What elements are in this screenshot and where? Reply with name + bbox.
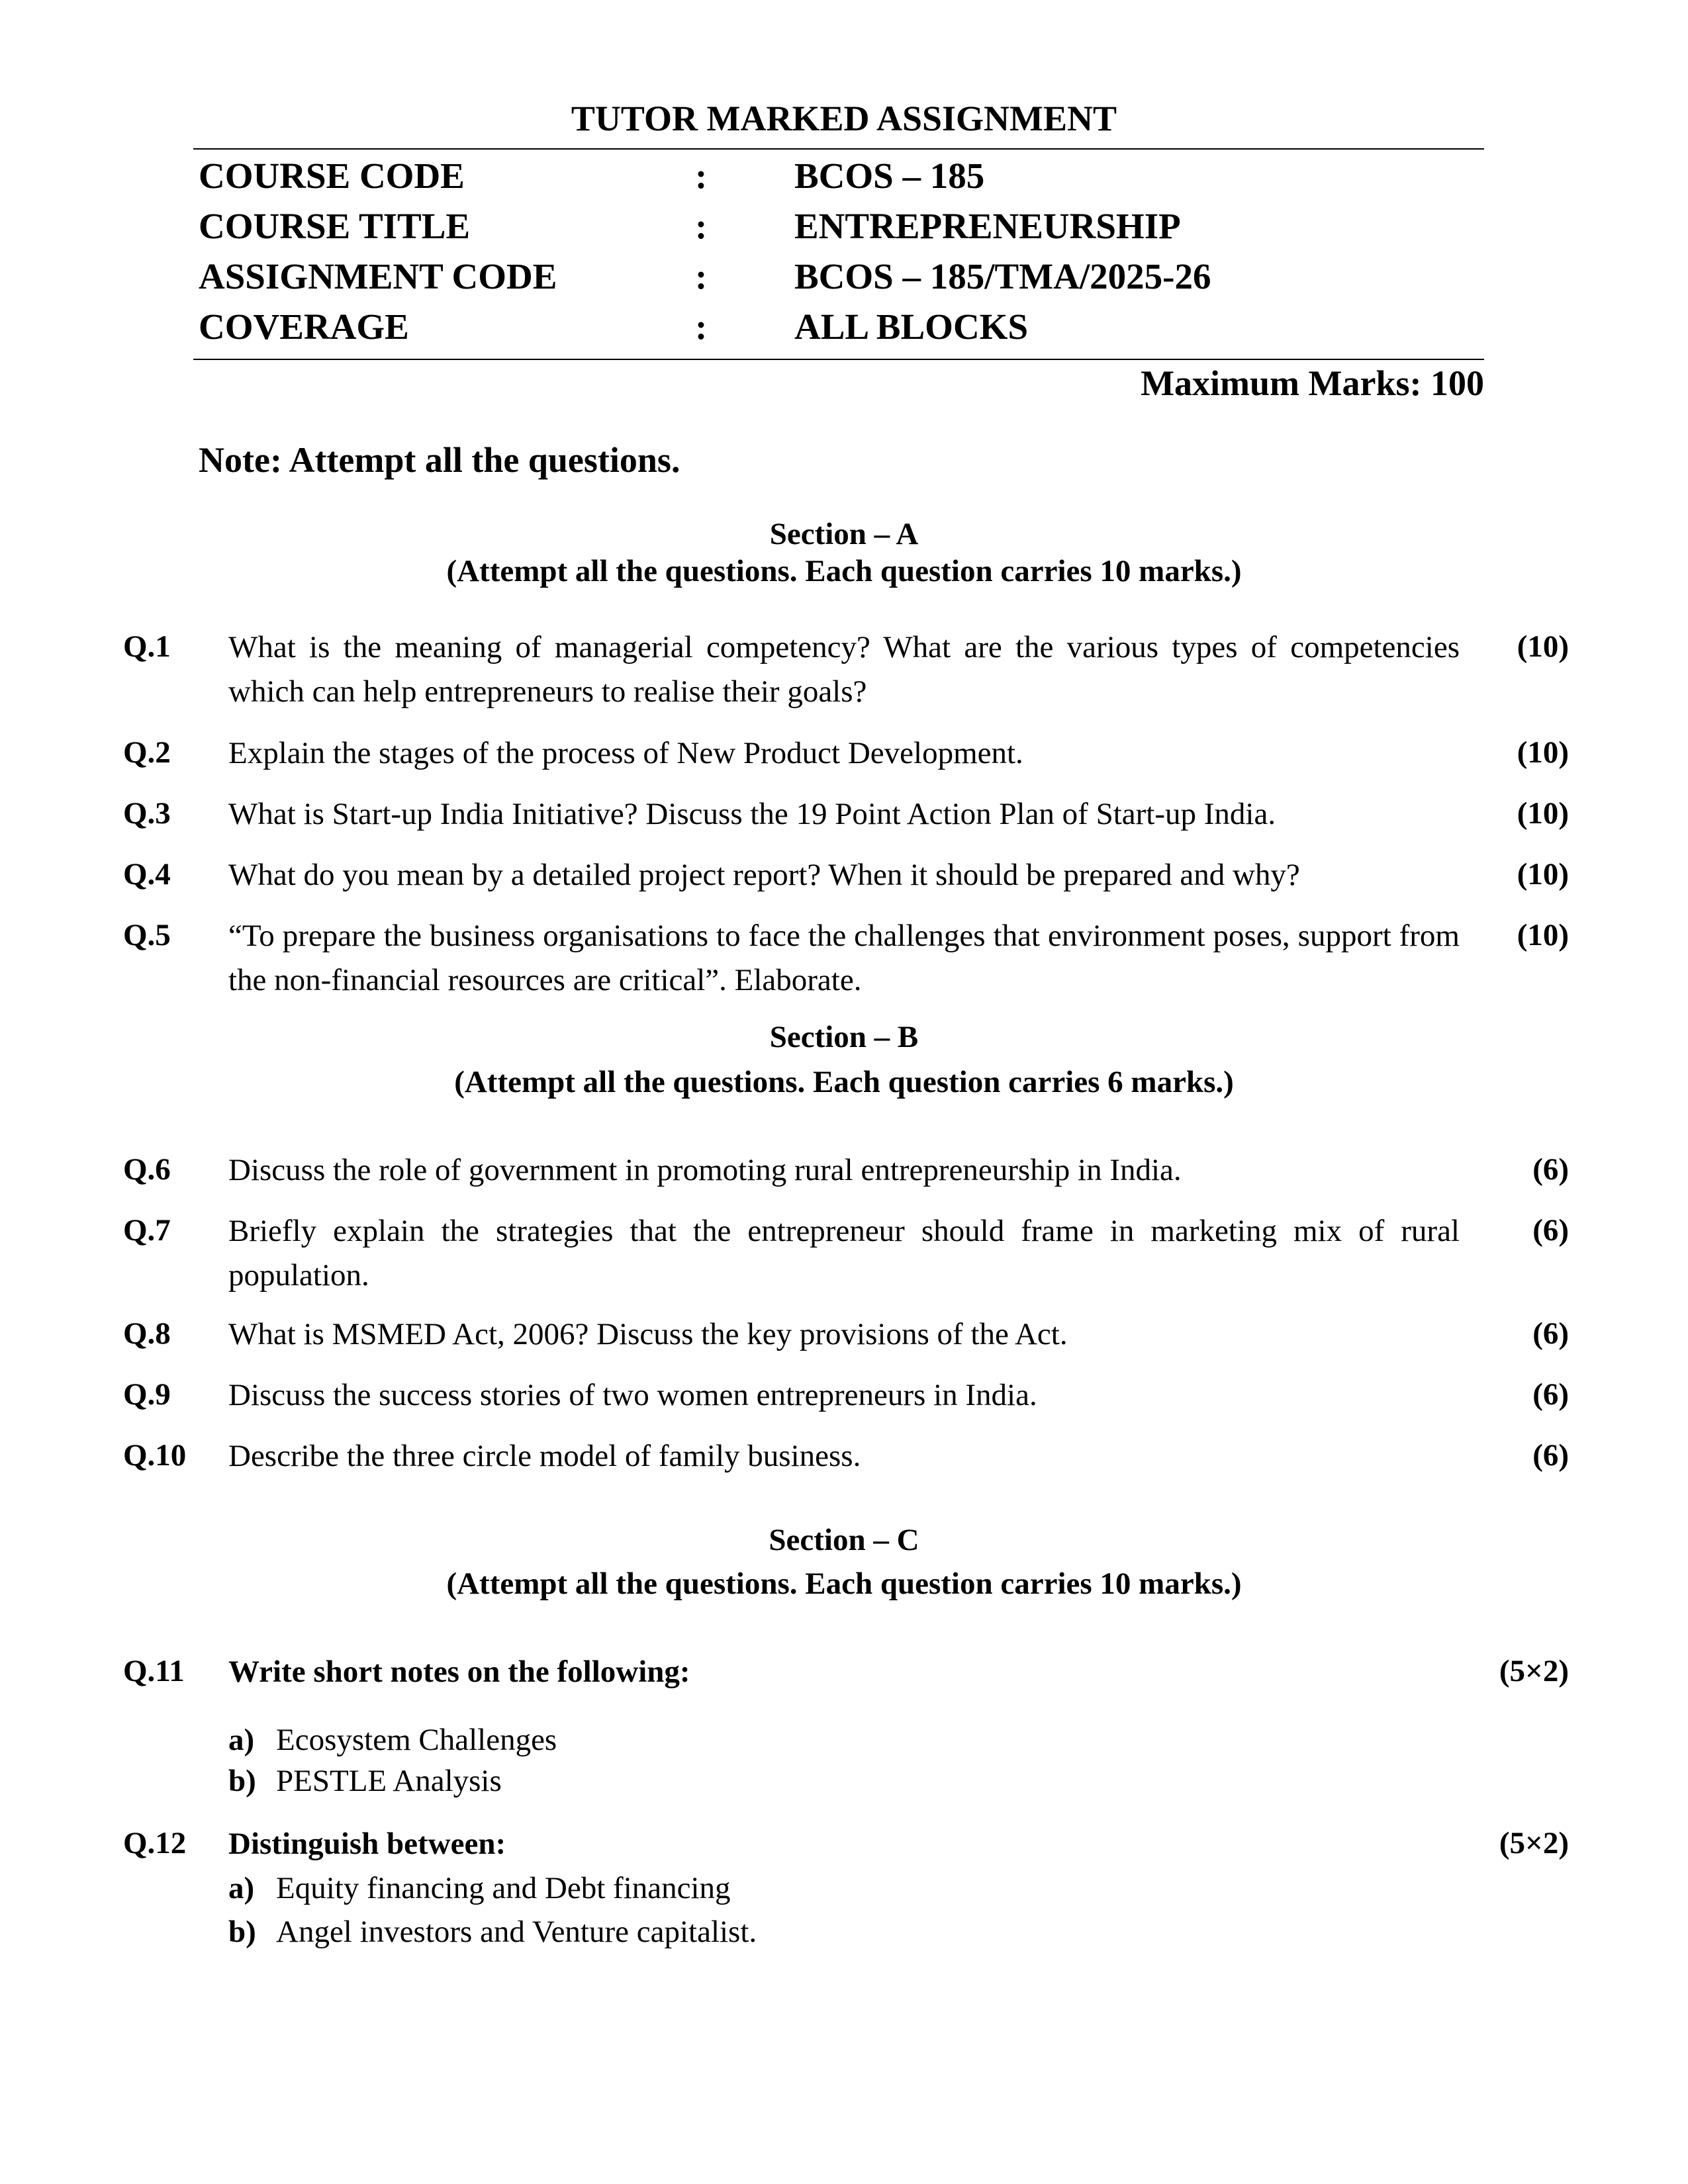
question-marks: (6) bbox=[1532, 1377, 1569, 1412]
question-marks: (6) bbox=[1532, 1213, 1569, 1248]
sub-question-letter: a) bbox=[228, 1871, 255, 1905]
question-text: What do you mean by a detailed project report? When it should be prepared and why? bbox=[228, 858, 1300, 892]
question-marks: (10) bbox=[1517, 918, 1569, 952]
document-title: TUTOR MARKED ASSIGNMENT bbox=[571, 99, 1117, 138]
meta-colon: : bbox=[695, 306, 708, 347]
question-marks: (10) bbox=[1517, 735, 1569, 770]
sub-question-letter: b) bbox=[228, 1915, 256, 1949]
question-marks: (6) bbox=[1532, 1438, 1569, 1473]
sub-question bbox=[228, 1914, 757, 1950]
question-marks: (6) bbox=[1532, 1152, 1569, 1187]
section-c-instruction: (Attempt all the questions. Each question carries 10 marks.) bbox=[446, 1567, 1242, 1601]
sub-question-text: Angel investors and Venture capitalist. bbox=[276, 1915, 757, 1949]
section-a-title: Section – A bbox=[769, 517, 919, 551]
question-number: Q.3 bbox=[123, 796, 171, 831]
sub-question bbox=[228, 1870, 731, 1906]
question-number: Q.1 bbox=[123, 629, 171, 664]
note: Note: Attempt all the questions. bbox=[199, 440, 680, 480]
question-text: What is Start-up India Initiative? Discuss the 19 Point Action Plan of Start-up India. bbox=[228, 797, 1276, 831]
course-title-value: ENTREPRENEURSHIP bbox=[794, 206, 1181, 246]
maximum-marks: Maximum Marks: 100 bbox=[1141, 363, 1484, 403]
section-b-title: Section – B bbox=[769, 1020, 919, 1054]
sub-question-letter: a) bbox=[228, 1723, 255, 1757]
section-b-instruction: (Attempt all the questions. Each question carries 6 marks.) bbox=[454, 1065, 1234, 1099]
question-number: Q.11 bbox=[123, 1654, 185, 1688]
sub-question bbox=[228, 1763, 502, 1799]
question-number: Q.8 bbox=[123, 1316, 171, 1351]
question-text: What is the meaning of managerial competency? What are the various types of competencies which can help entrepreneurs to realise their goals? bbox=[228, 630, 1460, 709]
meta-colon: : bbox=[695, 156, 708, 196]
meta-colon: : bbox=[695, 206, 708, 246]
coverage-value: ALL BLOCKS bbox=[794, 306, 1029, 347]
question-number: Q.2 bbox=[123, 735, 171, 770]
sub-question-letter: b) bbox=[228, 1764, 256, 1798]
question-number: Q.4 bbox=[123, 857, 171, 891]
sub-question-text: Ecosystem Challenges bbox=[276, 1723, 557, 1757]
question-marks: (6) bbox=[1532, 1316, 1569, 1351]
sub-question bbox=[228, 1722, 557, 1758]
bottom-rule bbox=[193, 359, 1484, 360]
sub-question-text: Equity financing and Debt financing bbox=[276, 1871, 731, 1905]
course-code-label: COURSE CODE bbox=[199, 156, 465, 196]
sub-question-text: PESTLE Analysis bbox=[276, 1764, 502, 1798]
question-number: Q.10 bbox=[123, 1438, 187, 1473]
question-marks: (5×2) bbox=[1499, 1654, 1569, 1688]
question-number: Q.9 bbox=[123, 1377, 171, 1412]
question-text: What is MSMED Act, 2006? Discuss the key provisions of the Act. bbox=[228, 1317, 1068, 1351]
question-text: Distinguish between: bbox=[228, 1827, 506, 1861]
assignment-code-value: BCOS – 185/TMA/2025-26 bbox=[794, 256, 1211, 296]
section-c-title: Section – C bbox=[769, 1523, 919, 1557]
question-text: Describe the three circle model of family business. bbox=[228, 1439, 861, 1473]
coverage-label: COVERAGE bbox=[199, 306, 409, 347]
course-code-value: BCOS – 185 bbox=[794, 156, 985, 196]
question-text: Write short notes on the following: bbox=[228, 1655, 690, 1689]
question-number: Q.12 bbox=[123, 1826, 187, 1860]
question-marks: (10) bbox=[1517, 857, 1569, 891]
question-number: Q.6 bbox=[123, 1152, 171, 1187]
meta-colon: : bbox=[695, 256, 708, 296]
question-text: Discuss the role of government in promoting rural entrepreneurship in India. bbox=[228, 1153, 1182, 1187]
top-rule bbox=[193, 148, 1484, 150]
question-marks: (10) bbox=[1517, 796, 1569, 831]
question-marks: (10) bbox=[1517, 629, 1569, 664]
assignment-code-label: ASSIGNMENT CODE bbox=[199, 256, 557, 296]
question-text: Explain the stages of the process of New Product Development. bbox=[228, 736, 1023, 770]
course-title-label: COURSE TITLE bbox=[199, 206, 471, 246]
question-text: Discuss the success stories of two women entrepreneurs in India. bbox=[228, 1378, 1037, 1412]
question-number: Q.7 bbox=[123, 1213, 171, 1248]
question-text: “To prepare the business organisations to face the challenges that environment poses, support from the non-financial resources are critical”. Elaborate. bbox=[228, 919, 1460, 997]
question-text: Briefly explain the strategies that the entrepreneur should frame in marketing mix of rural population. bbox=[228, 1214, 1460, 1293]
question-marks: (5×2) bbox=[1499, 1826, 1569, 1860]
question-number: Q.5 bbox=[123, 918, 171, 952]
section-a-instruction: (Attempt all the questions. Each question carries 10 marks.) bbox=[446, 554, 1242, 588]
